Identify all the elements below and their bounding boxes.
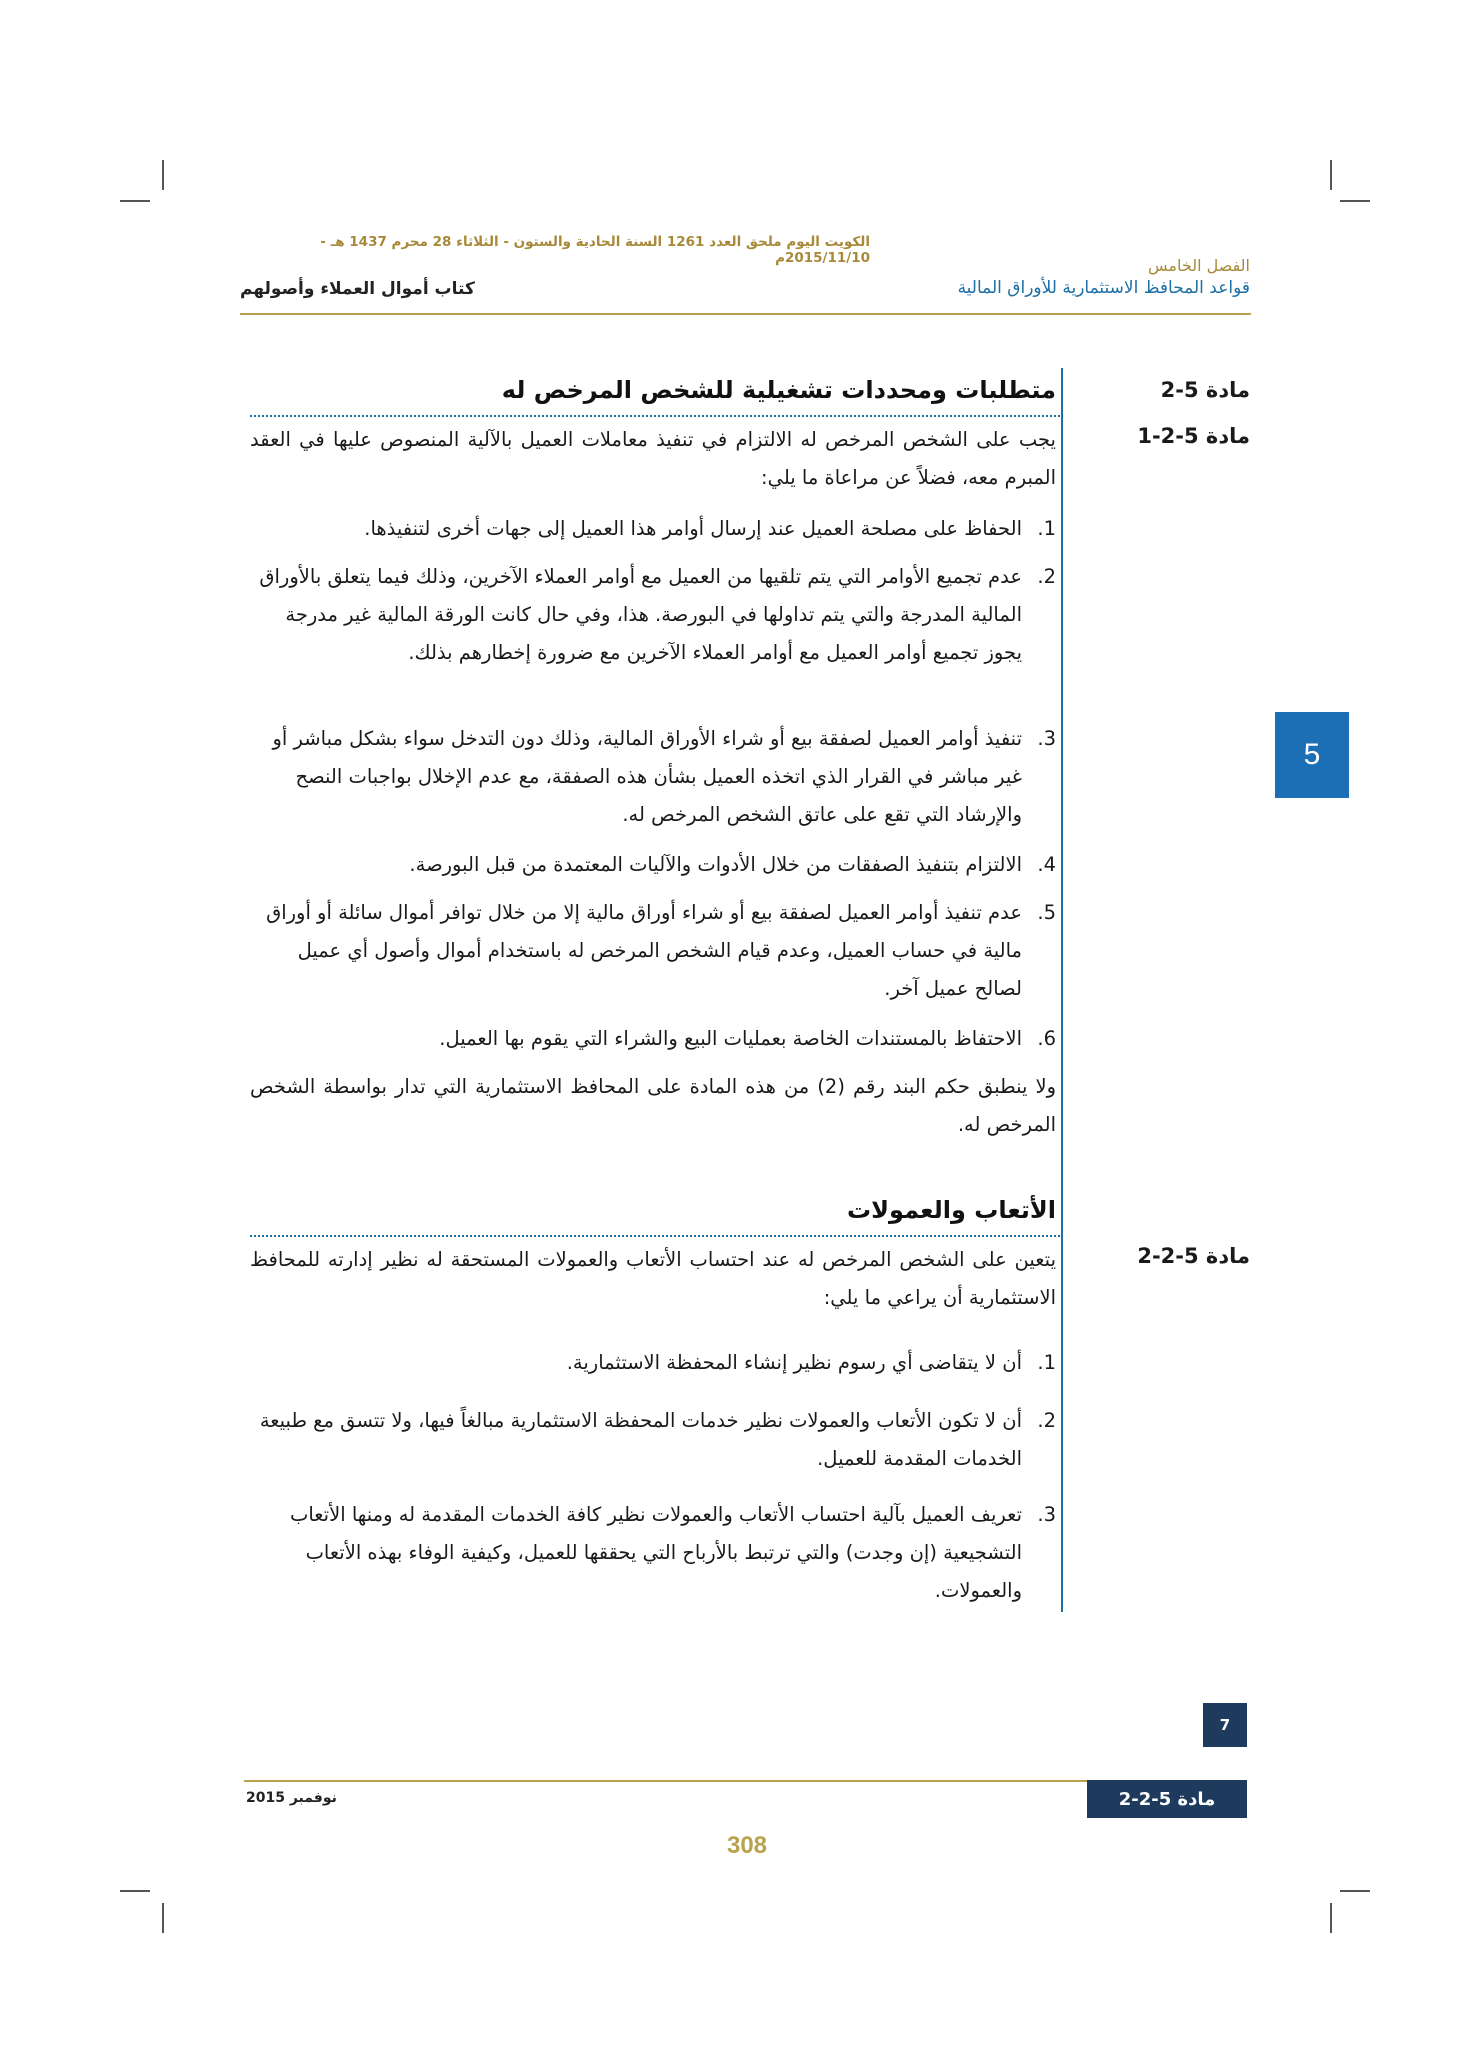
section-title-5-2: متطلبات ومحددات تشغيلية للشخص المرخص له	[501, 376, 1056, 404]
footer-date: نوفمبر 2015	[246, 1790, 337, 1806]
article-column-rule	[1061, 368, 1063, 1612]
crop-mark	[120, 200, 150, 202]
item-text: تنفيذ أوامر العميل لصفقة بيع أو شراء الأوراق المالية، وذلك دون التدخل سواء بشكل مباشر أو غير مباشر في القرار الذي اتخذه العميل بشأن هذه الصفقة، مع عدم الإخلال بواجبات النصح والإرشاد التي تقع على عاتق الشخص المرخص له.	[272, 727, 1022, 826]
book-title	[240, 279, 640, 299]
item-number: 1.	[1037, 517, 1056, 540]
item-number: 4.	[1037, 853, 1056, 876]
article-5-2-1-closing: ولا ينطبق حكم البند رقم (2) من هذه المادة على المحافظ الاستثمارية التي تدار بواسطة الشخص المرخص له.	[250, 1075, 1056, 1136]
item-number: 2.	[1037, 565, 1056, 588]
article-5-2-1-item	[250, 1020, 1056, 1058]
item-text: الالتزام بتنفيذ الصفقات من خلال الأدوات والآليات المعتمدة من قبل البورصة.	[409, 853, 1022, 876]
item-text: تعريف العميل بآلية احتساب الأتعاب والعمولات نظير كافة الخدمات المقدمة له ومنها الأتعاب التشجيعية (إن وجدت) والتي ترتبط بالأرباح التي يحققها للعميل، وكيفية الوفاء بهذه الأتعاب والعمولات.	[289, 1503, 1022, 1602]
article-5-2-2-item	[250, 1344, 1056, 1382]
crop-mark	[162, 1903, 164, 1933]
item-number: 1.	[1037, 1351, 1056, 1374]
header-divider	[240, 313, 1251, 315]
item-text: الحفاظ على مصلحة العميل عند إرسال أوامر هذا العميل إلى جهات أخرى لتنفيذها.	[364, 517, 1022, 540]
item-number: 5.	[1037, 901, 1056, 924]
section-label-5-2: مادة 5-2	[1160, 378, 1250, 402]
article-5-2-1-item	[250, 510, 1056, 548]
chapter-side-tab: 5	[1275, 712, 1349, 798]
page-number: 308	[726, 1832, 768, 1859]
item-number: 3.	[1037, 727, 1056, 750]
item-text: عدم تنفيذ أوامر العميل لصفقة بيع أو شراء أوراق مالية إلا من خلال توافر أموال سائلة أو أوراق مالية في حساب العميل، وعدم قيام الشخص المرخص له باستخدام أموال وأصول أي عميل لصالح عميل آخر.	[266, 901, 1022, 1000]
item-text: الاحتفاظ بالمستندات الخاصة بعمليات البيع والشراء التي يقوم بها العميل.	[439, 1027, 1022, 1050]
article-5-2-2-item	[250, 1496, 1056, 1610]
crop-mark	[162, 160, 164, 190]
article-5-2-1-item	[250, 894, 1056, 1008]
crop-mark	[1340, 200, 1370, 202]
item-number: 2.	[1037, 1409, 1056, 1432]
article-5-2-1-item	[250, 846, 1056, 884]
page-index-box: 7	[1203, 1703, 1247, 1747]
article-5-2-1-item	[250, 558, 1056, 672]
crop-mark	[1330, 160, 1332, 190]
chapter-title: قواعد المحافظ الاستثمارية للأوراق المالية	[957, 278, 1250, 298]
footer-article-ref: مادة 5-2-2	[1087, 1780, 1247, 1818]
chapter-label: الفصل الخامس	[1148, 256, 1250, 275]
article-label-5-2-1: مادة 5-2-1	[1137, 424, 1250, 448]
section-dotted-divider	[250, 415, 1060, 417]
crop-mark	[1330, 1903, 1332, 1933]
item-number: 6.	[1037, 1027, 1056, 1050]
item-text: عدم تجميع الأوامر التي يتم تلقيها من العميل مع أوامر العملاء الآخرين، وذلك فيما يتعلق بالأوراق المالية المدرجة والتي يتم تداولها في البورصة. هذا، وفي حال كانت الورقة المالية غير مدرجة يجوز تجميع أوامر العميل مع أوامر العملاء الآخرين مع ضرورة إخطارهم بذلك.	[259, 565, 1022, 664]
item-text: أن لا يتقاضى أي رسوم نظير إنشاء المحفظة الاستثمارية.	[566, 1351, 1022, 1374]
chapter-heading	[830, 255, 1250, 299]
footer-divider	[244, 1780, 1087, 1782]
article-label-5-2-2: مادة 5-2-2	[1137, 1244, 1250, 1268]
article-5-2-2-item	[250, 1402, 1056, 1478]
article-5-2-1-item	[250, 720, 1056, 834]
crop-mark	[1340, 1890, 1370, 1892]
article-5-2-1-intro: يجب على الشخص المرخص له الالتزام في تنفيذ معاملات العميل بالآلية المنصوص عليها في العقد المبرم معه، فضلاً عن مراعاة ما يلي:	[250, 428, 1056, 489]
book-title-text: كتاب أموال العملاء وأصولهم	[240, 279, 475, 299]
item-text: أن لا تكون الأتعاب والعمولات نظير خدمات المحفظة الاستثمارية مبالغاً فيها، ولا تتسق مع طبيعة الخدمات المقدمة للعميل.	[259, 1409, 1022, 1470]
item-number: 3.	[1037, 1503, 1056, 1526]
article-5-2-2-intro: يتعين على الشخص المرخص له عند احتساب الأتعاب والعمولات المستحقة له نظير إدارته للمحافظ الاستثمارية أن يراعي ما يلي:	[250, 1248, 1056, 1309]
section-dotted-divider	[250, 1235, 1060, 1237]
section-title-fees: الأتعاب والعمولات	[847, 1196, 1056, 1224]
crop-mark	[120, 1890, 150, 1892]
gazette-header-line: الكويت اليوم ملحق العدد 1261 السنة الحادية والستون - الثلاثاء 28 محرم 1437 هـ - 2015/11/10م	[320, 234, 870, 266]
